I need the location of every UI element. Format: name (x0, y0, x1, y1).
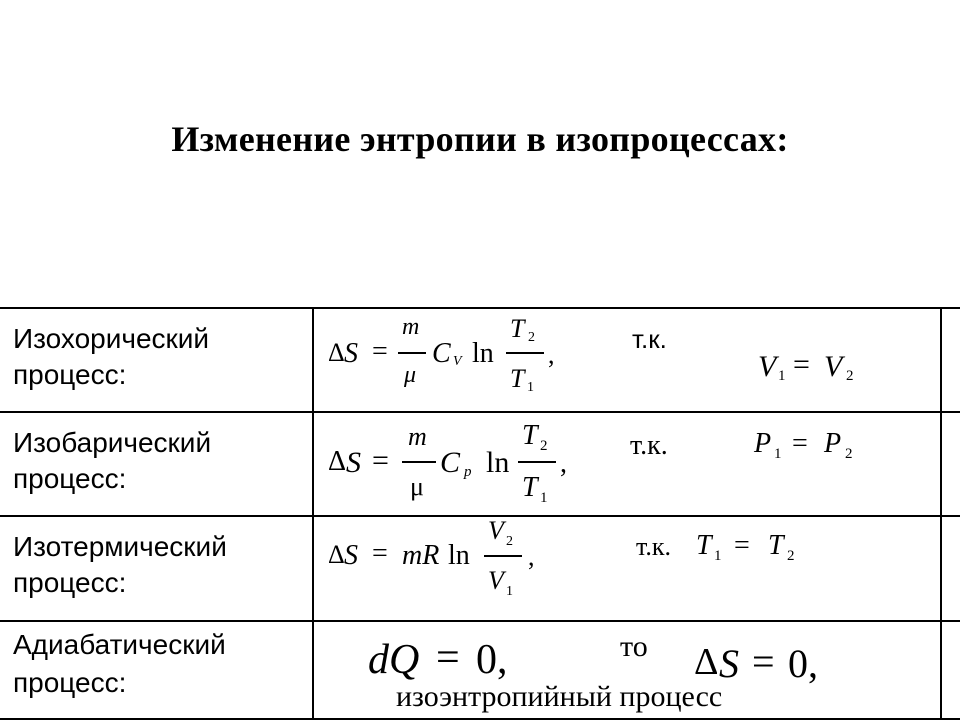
mu-symbol: μ (404, 362, 417, 388)
mass-symbol: m (408, 422, 427, 451)
because-label: т.к. (632, 324, 667, 354)
comma: , (528, 542, 535, 571)
temperature-subscript: 1 (540, 490, 548, 506)
equals-sign: = (752, 639, 775, 684)
zero-value: 0, (476, 637, 508, 683)
volume-symbol: V (824, 350, 843, 383)
table-line-row3 (0, 620, 960, 622)
isentropic-note: изоэнтропийный процесс (396, 680, 723, 713)
pressure-subscript: 2 (845, 446, 853, 462)
volume-symbol: V (758, 350, 777, 383)
temperature-subscript: 2 (540, 438, 548, 454)
temperature-subscript: 1 (527, 380, 534, 395)
heat-capacity-symbol: C (440, 446, 461, 479)
zero-value: 0, (788, 641, 818, 686)
entropy-symbol: S (344, 540, 358, 571)
pressure-symbol: P (754, 428, 772, 459)
volume-symbol: V (488, 516, 504, 545)
volume-subscript: 2 (506, 534, 513, 549)
ln-operator: ln (448, 540, 470, 571)
entropy-symbol: S (346, 446, 361, 479)
temperature-subscript: 2 (528, 330, 535, 345)
mass-symbol: m (402, 314, 420, 340)
row-label-line2: процесс: (13, 463, 127, 494)
heat-capacity-subscript: p (464, 464, 472, 480)
equals-sign: = (734, 530, 750, 561)
equals-sign: = (372, 538, 388, 569)
ln-operator: ln (472, 338, 494, 369)
then-label: то (620, 630, 648, 663)
temperature-symbol: T (522, 472, 538, 503)
temperature-symbol: T (768, 530, 784, 561)
because-label: т.к. (636, 532, 672, 561)
table-line-top (0, 307, 960, 309)
page-title: Изменение энтропии в изопроцессах: (171, 119, 789, 159)
fraction-bar (518, 461, 556, 463)
temperature-symbol: T (696, 530, 712, 561)
equals-sign: = (372, 336, 388, 367)
table-col-divider (312, 307, 314, 720)
fraction-bar (484, 555, 522, 557)
volume-subscript: 1 (506, 584, 513, 599)
entropy-symbol: S (344, 338, 358, 369)
comma: , (560, 448, 567, 479)
heat-capacity-subscript: V (453, 354, 462, 369)
table-col-right (940, 307, 942, 720)
temperature-symbol: T (522, 420, 538, 451)
comma: , (548, 340, 555, 369)
delta-symbol: Δ (328, 446, 347, 477)
pressure-subscript: 1 (774, 446, 782, 462)
gas-constant-term: mR (402, 540, 440, 571)
equals-sign: = (372, 444, 389, 477)
fraction-bar (398, 352, 426, 354)
heat-capacity-symbol: C (432, 338, 451, 369)
temperature-subscript: 1 (714, 548, 722, 564)
row-label-line1: Изотермический (13, 531, 227, 562)
temperature-subscript: 2 (787, 548, 795, 564)
equals-sign: = (792, 428, 808, 459)
volume-subscript: 2 (846, 368, 854, 384)
heat-differential: dQ (368, 637, 420, 683)
mu-symbol: μ (410, 472, 424, 501)
fraction-bar (506, 352, 544, 354)
fraction-bar (402, 461, 436, 463)
delta-symbol: Δ (694, 641, 719, 683)
delta-symbol: Δ (328, 540, 345, 569)
row-label-line1: Изохорический (13, 323, 210, 354)
pressure-symbol: P (824, 428, 842, 459)
entropy-symbol: S (719, 641, 739, 686)
temperature-symbol: T (510, 364, 525, 393)
row-label-line1: Адиабатический (13, 629, 226, 660)
equals-sign: = (793, 348, 810, 381)
row-label-line2: процесс: (13, 667, 127, 698)
ln-operator: ln (486, 446, 510, 479)
volume-symbol: V (488, 566, 504, 595)
delta-symbol: Δ (328, 338, 345, 367)
row-label-line1: Изобарический (13, 427, 212, 458)
because-label: т.к. (630, 430, 668, 461)
equals-sign: = (436, 635, 460, 681)
row-label-line2: процесс: (13, 359, 127, 390)
table-line-row2 (0, 515, 960, 517)
temperature-symbol: T (510, 314, 525, 343)
volume-subscript: 1 (778, 368, 786, 384)
row-label-line2: процесс: (13, 567, 127, 598)
table-line-row1 (0, 411, 960, 413)
